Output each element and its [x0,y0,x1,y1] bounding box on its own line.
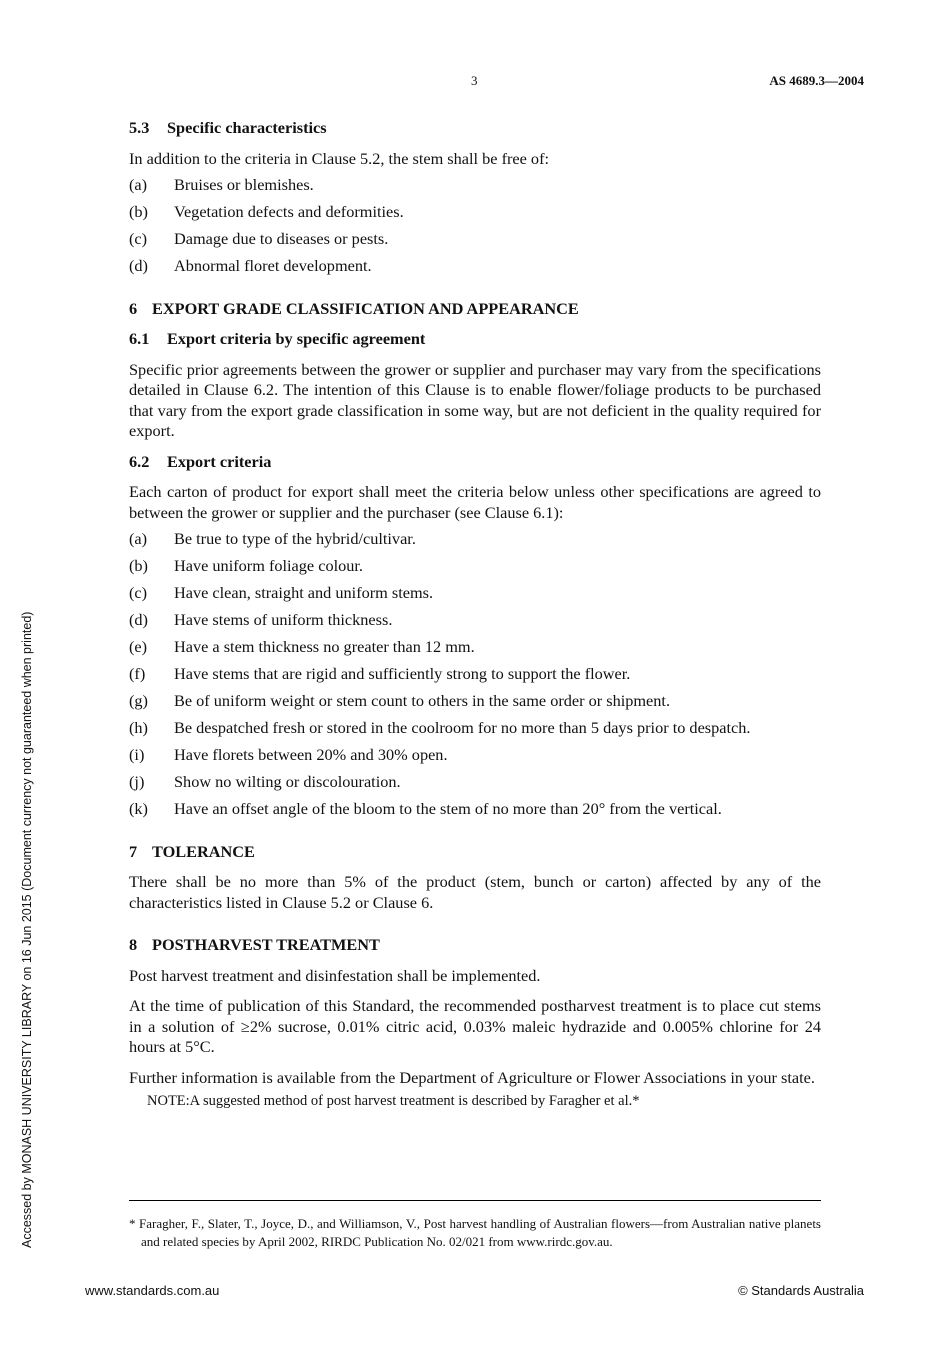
section-8-para-2: At the time of publication of this Standard, the recommended postharvest treatment is to place cut stems in a solution of ≥2% sucrose, 0.01% citric acid, 0.03% maleic hydrazide and 0.005% chlorine for 24 hours at 5°C. [129,996,821,1056]
section-7-body: There shall be no more than 5% of the product (stem, bunch or carton) affected by any of the characteristics listed in Clause 5.2 or Clause 6. [129,872,821,912]
list-item: (b) Vegetation defects and deformities. [129,202,404,221]
section-title: Specific characteristics [167,118,327,137]
list-item: (d) Have stems of uniform thickness. [129,610,393,629]
section-6-1-body: Specific prior agreements between the grower or supplier and purchaser may vary from the specifications detailed in Clause 6.2. The intention of this Clause is to enable flower/foliage products to be purchased that vary from the export grade classification in some way, but are not deficient in the quality required for export. [129,359,821,440]
list-item: (g) Be of uniform weight or stem count to others in the same order or shipment. [129,691,671,710]
section-number: 7 [129,841,138,861]
section-title: POSTHARVEST TREATMENT [152,935,380,954]
footer-website: www.standards.com.au [85,1283,220,1298]
section-8-note: NOTE:A suggested method of post harvest treatment is described by Faragher et al.* [147,1093,640,1109]
section-6-1-heading [129,329,821,350]
section-number: 8 [129,935,138,954]
side-access-notice [18,588,38,1248]
section-6-2-heading [129,452,821,473]
section-title: Export criteria [167,451,272,471]
section-7-heading [129,842,821,863]
section-6-heading [129,299,821,320]
list-item: (a) Be true to type of the hybrid/cultivar. [129,529,416,548]
list-item: (a) Bruises or blemishes. [129,175,314,194]
list-item: (b) Have uniform foliage colour. [129,556,363,575]
section-8-heading [129,935,821,956]
list-item: (e) Have a stem thickness no greater than 12 mm. [129,637,475,656]
list-item: (d) Abnormal floret development. [129,256,372,275]
page-number: 3 [471,73,478,88]
section-title: TOLERANCE [152,841,255,861]
footer-copyright: © Standards Australia [738,1283,864,1298]
section-5-3-heading [129,118,821,139]
section-6-2-intro: Each carton of product for export shall meet the criteria below unless other specifications are agreed to between the grower or supplier and the purchaser (see Clause 6.1): [129,482,821,522]
section-title: EXPORT GRADE CLASSIFICATION AND APPEARANCE [152,298,579,318]
section-5-3-list [129,175,821,277]
section-8-para-3: Further information is available from the Department of Agriculture or Flower Associations in your state. [129,1067,815,1087]
section-number: 6.1 [129,329,150,348]
list-item: (c) Damage due to diseases or pests. [129,229,389,248]
section-number: 6.2 [129,451,150,471]
list-item: (f) Have stems that are rigid and sufficiently strong to support the flower. [129,664,631,683]
section-6-2-list [129,529,821,820]
list-item: (j) Show no wilting or discolouration. [129,772,401,791]
section-number: 5.3 [129,118,150,137]
list-item: (k) Have an offset angle of the bloom to the stem of no more than 20° from the vertical. [129,799,722,818]
footnote-divider [129,1200,821,1201]
section-8-para-1: Post harvest treatment and disinfestation shall be implemented. [129,965,541,985]
section-title: Export criteria by specific agreement [167,329,426,348]
list-item: (i) Have florets between 20% and 30% open. [129,745,448,764]
standard-code: AS 4689.3—2004 [769,73,864,88]
footnote-text: * Faragher, F., Slater, T., Joyce, D., and Williamson, V., Post harvest handling of Australian flowers—from Australian native planets and related species by April 2002, RIRDC Publication No. 02/021 from www.rirdc.gov.au. [129,1216,821,1249]
section-number: 6 [129,298,138,318]
page-content [129,118,821,1112]
section-5-3-intro: In addition to the criteria in Clause 5.2, the stem shall be free of: [129,148,550,168]
list-item: (h) Be despatched fresh or stored in the coolroom for no more than 5 days prior to despatch. [129,718,751,737]
side-access-notice-text: Accessed by MONASH UNIVERSITY LIBRARY on 16 Jun 2015 (Document currency not guaranteed when printed) [20,611,34,1248]
footnote [129,1215,821,1251]
list-item: (c) Have clean, straight and uniform stems. [129,583,434,602]
